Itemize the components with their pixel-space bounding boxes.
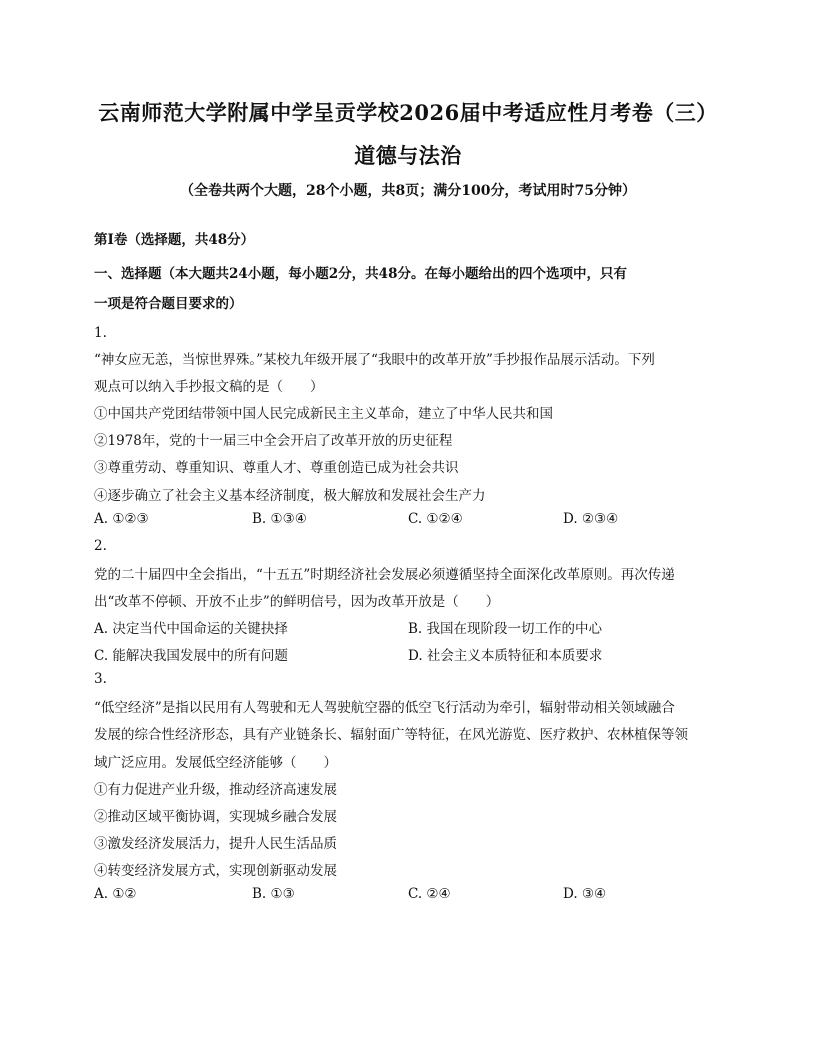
question-number: 2. [94,538,107,554]
question-stem: 观点可以纳入手抄报文稿的是（ ） [94,379,324,395]
part-title: 第Ⅰ卷（选择题，共48分） [94,232,255,248]
statement: ④转变经济发展方式，实现创新驱动发展 [94,863,337,879]
statement: ②1978年，党的十一届三中全会开启了改革开放的历史征程 [94,433,453,449]
question-stem: “低空经济”是指以民用有人驾驶和无人驾驶航空器的低空飞行活动为牵引，辐射带动相关领域融合 [94,700,675,716]
statement: ③激发经济发展活力，提升人民生活品质 [94,836,337,852]
option-a[interactable]: A. ①②③ [94,511,149,527]
question-stem: 域广泛应用。发展低空经济能够（ ） [94,755,337,771]
question-number: 1. [94,325,107,341]
exam-title: 云南师范大学附属中学呈贡学校2026届中考适应性月考卷（三） [98,100,718,125]
option-c[interactable]: C. ①②④ [408,511,463,527]
option-b[interactable]: B. ①③④ [252,511,307,527]
question-stem: 出“改革不停顿、开放不止步”的鲜明信号，因为改革开放是（ ） [94,594,500,610]
option-b[interactable]: B. ①③ [252,886,295,902]
section-instruction-cont: 一项是符合题目要求的） [94,296,243,312]
option-c[interactable]: C. 能解决我国发展中的所有问题 [94,648,288,664]
subject-title: 道德与法治 [354,143,462,168]
statement: ④逐步确立了社会主义基本经济制度，极大解放和发展社会生产力 [94,488,486,504]
exam-info: （全卷共两个大题，28个小题，共8页；满分100分，考试用时75分钟） [180,183,636,199]
question-stem: 党的二十届四中全会指出，“十五五”时期经济社会发展必须遵循坚持全面深化改革原则。再次传递 [94,567,675,583]
option-d[interactable]: D. ③④ [563,886,607,902]
question-number: 3. [94,671,107,687]
option-d[interactable]: D. ②③④ [563,511,619,527]
statement: ①中国共产党团结带领中国人民完成新民主主义革命，建立了中华人民共和国 [94,406,553,422]
option-b[interactable]: B. 我国在现阶段一切工作的中心 [408,621,603,637]
option-c[interactable]: C. ②④ [408,886,451,902]
statement: ②推动区域平衡协调，实现城乡融合发展 [94,809,337,825]
option-a[interactable]: A. 决定当代中国命运的关键抉择 [94,621,288,637]
option-d[interactable]: D. 社会主义本质特征和本质要求 [408,648,603,664]
statement: ③尊重劳动、尊重知识、尊重人才、尊重创造已成为社会共识 [94,460,459,476]
statement: ①有力促进产业升级，推动经济高速发展 [94,782,337,798]
option-a[interactable]: A. ①② [94,886,137,902]
question-stem: “神女应无恙，当惊世界殊。”某校九年级开展了“我眼中的改革开放”手抄报作品展示活动。下列 [94,352,655,368]
section-instruction: 一、选择题（本大题共24小题，每小题2分，共48分。在每小题给出的四个选项中，只有 [94,266,627,282]
question-stem: 发展的综合性经济形态，具有产业链条长、辐射面广等特征，在风光游览、医疗救护、农林植保等领 [94,727,688,743]
